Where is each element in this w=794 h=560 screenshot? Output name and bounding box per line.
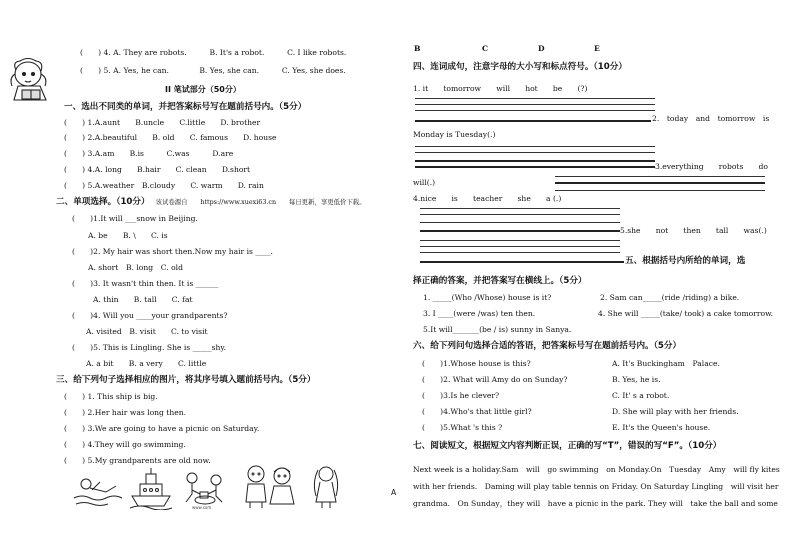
sec1-item-5: ( ) 5.A.weather B.cloudy C. warm D. rain: [64, 181, 264, 190]
answer-line: [420, 230, 620, 232]
sec2-q1: ( )1.It will ___snow in Beijing.: [72, 214, 198, 223]
sec5-item-5: 5.It will_______(be / is) sunny in Sanya.: [423, 325, 572, 334]
picture-letter-a: A: [391, 488, 397, 497]
sec4-q2-words: 2. today and tomorrow is: [652, 114, 770, 123]
sec6-q2: ( )2. What will Amy do on Sunday?: [422, 375, 568, 384]
picture-letter-e: E: [594, 44, 600, 53]
sec6-q4: ( )4.Who's that little girl?: [422, 407, 532, 416]
grandparents-picture: [240, 462, 300, 510]
answer-line: [415, 120, 651, 122]
sec2-q2: ( )2. My hair was short then.Now my hair is ____.: [72, 247, 273, 256]
section4-title: 四、连词成句，注意字母的大小写和标点符号。（10分）: [413, 62, 627, 72]
sec2-q5: ( )5. This is Lingling. She is _____shy.: [72, 343, 227, 352]
answer-line: [415, 166, 655, 168]
answer-line: [420, 261, 624, 263]
section1-title: 一、选出不同类的单词，并把答案标号写在题前括号内。（5分）: [64, 102, 307, 112]
ship-picture: [128, 466, 174, 510]
sec1-item-4: ( ) 4.A. long B.hair C. clean D.short: [64, 165, 251, 174]
picture-letter-b: B: [414, 44, 421, 53]
answer-line: [415, 160, 655, 162]
sec6-q3: ( )3.Is he clever?: [422, 391, 500, 400]
section3-title: 三、给下列句子选择相应的图片，将其序号填入题前括号内。（5分）: [56, 375, 316, 385]
sec6-c: C. It' s a robot.: [612, 391, 670, 400]
sec4-q4: 4.nice is teacher she a (.): [413, 194, 562, 203]
picnic-picture: [178, 468, 234, 510]
answer-line: [420, 222, 620, 223]
sec6-a: A. It's Buckingham Palace.: [612, 359, 720, 368]
sec2-q4: ( )4. Will you ____your grandparents?: [72, 311, 228, 320]
sec4-q1: 1. it tomorrow will hot be (?): [413, 84, 588, 93]
sec6-q1: ( )1.Whose house is this?: [422, 359, 531, 368]
sec1-item-3: ( ) 3.A.am B.is C.was D.are: [64, 149, 234, 158]
answer-line: [415, 146, 655, 147]
sec6-q5: ( )5.What 's this ?: [422, 423, 503, 432]
sec4-q2-words-cont: Monday is Tuesday(.): [413, 130, 496, 139]
sec2-q1-options: A. be B. \ C. is: [88, 231, 168, 240]
sec3-item-2: ( ) 2.Her hair was long then.: [64, 408, 187, 417]
picture-letter-c: C: [482, 44, 489, 53]
sec4-q5: 5.she not then tall was(.): [620, 226, 767, 235]
source-note: 该试卷源自 https://www.xuexi63.cn 每日更新，享更低价下载。: [155, 198, 366, 206]
answer-line: [420, 214, 620, 215]
section6-title: 六、给下列问句选择合适的答语，把答案标号写在题前括号内。（5分）: [413, 341, 682, 351]
answer-line: [415, 152, 655, 153]
svg-text:www.com: www.com: [192, 505, 212, 510]
answer-line: [415, 104, 655, 105]
sec3-item-4: ( ) 4.They will go swimming.: [64, 440, 186, 449]
sec2-q5-options: A. a bit B. a very C. little: [86, 359, 207, 368]
sec5-item-2: 2. Sam can_____(ride /riding) a bike.: [600, 293, 740, 302]
reading-girl-illustration: [6, 56, 56, 104]
listening-item-5: ( ) 5. A. Yes, he can. B. Yes, she can. C. Yes, she does.: [80, 66, 346, 75]
sec3-item-1: ( ) 1. This ship is big.: [64, 392, 158, 401]
answer-line: [420, 252, 620, 253]
sec4-q3-words: 3.everything robots do: [655, 162, 768, 171]
section2-title-text: 二、单项选择。（10分）: [56, 197, 150, 207]
sec2-q2-options: A. short B. long C. old: [88, 263, 183, 272]
sec6-d: D. She will play with her friends.: [612, 407, 739, 416]
section2-title: [56, 197, 366, 208]
swimming-kid-picture: [72, 474, 124, 508]
long-hair-girl-picture: [308, 462, 344, 510]
sec1-item-1: ( ) 1.A.aunt B.uncle C.little D. brother: [64, 118, 261, 127]
sec2-q3: ( )3. It wasn't thin then. It is ______: [72, 279, 219, 288]
answer-line: [415, 110, 655, 111]
section5-title-a: 五、根据括号内所给的单词，选: [625, 256, 746, 266]
answer-line: [420, 240, 620, 241]
part2-title: II 笔试部分（50分）: [165, 85, 241, 94]
passage-line-3: grandma. On Sunday，they will have a picnic in the park. They will take the ball and some: [413, 499, 778, 508]
answer-line: [420, 208, 620, 209]
section7-title: 七、阅读短文，根据短文内容判断正误，正确的写“T”，错误的写“F”。（10分）: [413, 441, 722, 451]
sec1-item-2: ( ) 2.A.beautiful B. old C. famous D. house: [64, 133, 277, 142]
sec4-q3-words-cont: will(.): [413, 178, 436, 187]
passage-line-1: Next week is a holiday.Sam will go swimming on Monday.On Tuesday Amy will fly kites: [413, 465, 780, 474]
answer-line: [415, 98, 655, 99]
picture-letter-d: D: [538, 44, 545, 53]
section5-title-b: 择正确的答案，并把答案写在横线上。（5分）: [413, 276, 587, 286]
sec3-item-3: ( ) 3.We are going to have a picnic on Saturday.: [64, 424, 260, 433]
sec6-e: E. It's the Queen's house.: [612, 423, 711, 432]
listening-item-4: ( ) 4. A. They are robots. B. It's a robot. C. I like robots.: [80, 48, 347, 57]
sec6-b: B. Yes, he is.: [612, 375, 661, 384]
sec5-item-3: 3. I ____(were /was) ten then.: [423, 309, 536, 318]
sec5-item-1: 1. _____(Who /Whose) house is it?: [423, 293, 552, 302]
answer-line: [555, 176, 765, 177]
passage-line-2: with her friends. Daming will play table tennis on Friday. On Saturday Lingling will visit her: [413, 482, 779, 491]
sec2-q3-options: A. thin B. tall C. fat: [93, 295, 193, 304]
answer-line: [555, 182, 765, 184]
sec5-item-4: 4. She will _____(take/ took) a cake tomorrow.: [598, 309, 774, 318]
answer-line: [420, 246, 620, 247]
sec3-item-5: ( ) 5.My grandparents are old now.: [64, 456, 211, 465]
answer-line: [555, 190, 765, 191]
sec2-q4-options: A. visited B. visit C. to visit: [86, 327, 208, 336]
